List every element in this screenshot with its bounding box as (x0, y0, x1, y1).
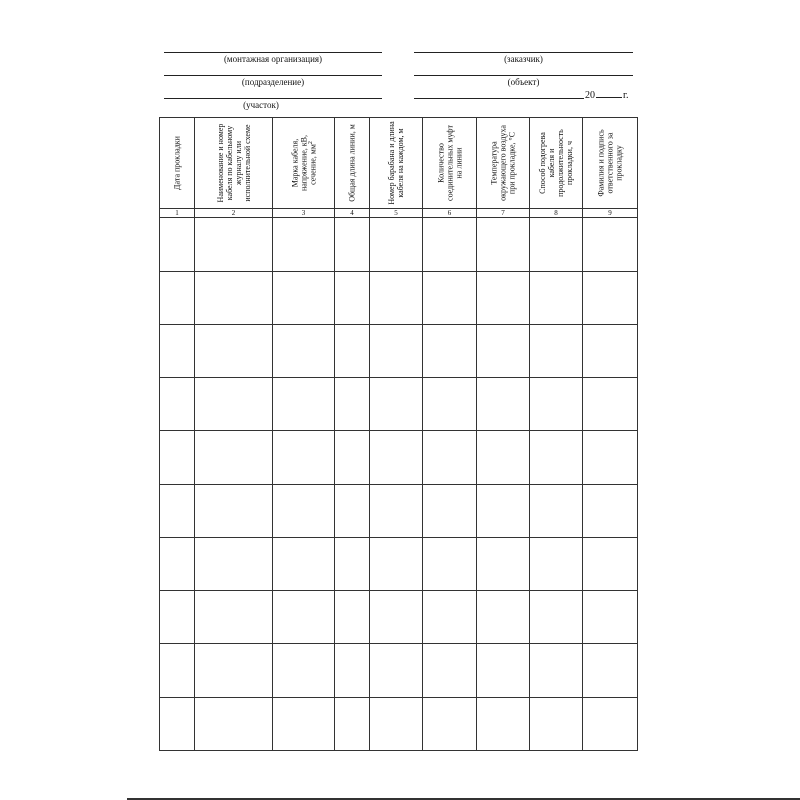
entry-cell[interactable] (160, 591, 195, 644)
section-fill-line[interactable] (164, 98, 382, 99)
entry-cell[interactable] (195, 644, 273, 697)
table-row (160, 537, 638, 590)
entry-cell[interactable] (530, 271, 583, 324)
entry-rows (160, 218, 638, 751)
customer-caption: (заказчик) (504, 54, 543, 64)
entry-cell[interactable] (477, 484, 530, 537)
entry-cell[interactable] (370, 537, 423, 590)
entry-cell[interactable] (335, 378, 370, 431)
col-header-cable-brand-text: Марка кабеля, напряжение, кВ, сечение, мм (290, 135, 317, 192)
col-header-cable-brand-sup: 2 (307, 141, 314, 145)
year-suffix: г. (623, 90, 629, 101)
col-header-cable-brand (273, 118, 335, 209)
entry-cell[interactable] (335, 218, 370, 271)
entry-cell[interactable] (160, 697, 195, 750)
header-row (160, 118, 638, 209)
entry-cell[interactable] (160, 537, 195, 590)
entry-cell[interactable] (195, 484, 273, 537)
col-number: 7 (477, 209, 530, 218)
entry-cell[interactable] (160, 271, 195, 324)
entry-cell[interactable] (583, 644, 638, 697)
entry-cell[interactable] (583, 591, 638, 644)
table-row (160, 484, 638, 537)
entry-cell[interactable] (530, 378, 583, 431)
section-caption: (участок) (243, 100, 279, 110)
entry-cell[interactable] (195, 271, 273, 324)
entry-cell[interactable] (583, 431, 638, 484)
entry-cell[interactable] (423, 218, 477, 271)
table-row (160, 431, 638, 484)
entry-cell[interactable] (583, 484, 638, 537)
entry-cell[interactable] (423, 537, 477, 590)
col-number: 6 (423, 209, 477, 218)
entry-cell[interactable] (477, 218, 530, 271)
entry-cell[interactable] (583, 378, 638, 431)
entry-cell[interactable] (583, 271, 638, 324)
entry-cell[interactable] (195, 431, 273, 484)
col-number: 4 (335, 209, 370, 218)
object-caption: (объект) (507, 77, 540, 87)
entry-cell[interactable] (477, 537, 530, 590)
col-header-responsible: Фамилия и подпись ответственного за прокладку (583, 118, 638, 209)
entry-cell[interactable] (530, 591, 583, 644)
entry-cell[interactable] (273, 431, 335, 484)
col-number: 8 (530, 209, 583, 218)
entry-cell[interactable] (160, 218, 195, 271)
entry-cell[interactable] (273, 324, 335, 377)
entry-cell[interactable] (370, 378, 423, 431)
entry-cell[interactable] (370, 271, 423, 324)
entry-cell[interactable] (195, 324, 273, 377)
entry-cell[interactable] (273, 271, 335, 324)
column-number-row (160, 209, 638, 218)
entry-cell[interactable] (477, 644, 530, 697)
year-blank[interactable] (596, 88, 622, 98)
entry-cell[interactable] (273, 484, 335, 537)
org-caption: (монтажная организация) (223, 54, 323, 64)
table-row (160, 324, 638, 377)
entry-cell[interactable] (423, 697, 477, 750)
entry-cell[interactable] (370, 218, 423, 271)
entry-cell[interactable] (195, 697, 273, 750)
entry-cell[interactable] (423, 324, 477, 377)
table-row (160, 644, 638, 697)
customer-fill-line[interactable] (414, 52, 633, 53)
org-fill-line[interactable] (164, 52, 382, 53)
entry-cell[interactable] (273, 644, 335, 697)
entry-cell[interactable] (335, 431, 370, 484)
col-number: 9 (583, 209, 638, 218)
division-fill-line[interactable] (164, 75, 382, 76)
entry-cell[interactable] (370, 431, 423, 484)
entry-cell[interactable] (335, 591, 370, 644)
entry-cell[interactable] (583, 537, 638, 590)
entry-cell[interactable] (530, 644, 583, 697)
col-number: 5 (370, 209, 423, 218)
entry-cell[interactable] (370, 644, 423, 697)
entry-cell[interactable] (477, 697, 530, 750)
entry-cell[interactable] (370, 324, 423, 377)
entry-cell[interactable] (370, 697, 423, 750)
entry-cell[interactable] (530, 697, 583, 750)
entry-cell[interactable] (160, 644, 195, 697)
entry-cell[interactable] (195, 537, 273, 590)
division-caption: (подразделение) (241, 77, 305, 87)
entry-cell[interactable] (583, 218, 638, 271)
entry-cell[interactable] (273, 697, 335, 750)
col-number: 2 (195, 209, 273, 218)
col-header-heating-method: Способ подогрева кабеля и продолжительность прокладки, ч (530, 118, 583, 209)
entry-cell[interactable] (370, 484, 423, 537)
entry-cell[interactable] (530, 484, 583, 537)
entry-cell[interactable] (160, 378, 195, 431)
entry-cell[interactable] (530, 537, 583, 590)
entry-cell[interactable] (423, 378, 477, 431)
col-number: 1 (160, 209, 195, 218)
entry-cell[interactable] (335, 537, 370, 590)
col-header-temperature: Температура окружающего воздуха при прокладке, °С (477, 118, 530, 209)
entry-cell[interactable] (273, 537, 335, 590)
entry-cell[interactable] (423, 644, 477, 697)
entry-cell[interactable] (370, 591, 423, 644)
entry-cell[interactable] (273, 591, 335, 644)
entry-cell[interactable] (583, 697, 638, 750)
entry-cell[interactable] (477, 431, 530, 484)
col-header-total-length: Общая длина линии, м (335, 118, 370, 209)
entry-cell[interactable] (195, 218, 273, 271)
year-field (585, 88, 628, 101)
entry-cell[interactable] (335, 271, 370, 324)
table-row (160, 271, 638, 324)
table-row (160, 218, 638, 271)
entry-cell[interactable] (583, 324, 638, 377)
col-number: 3 (273, 209, 335, 218)
entry-cell[interactable] (195, 591, 273, 644)
table-row (160, 591, 638, 644)
entry-cell[interactable] (423, 431, 477, 484)
table-row (160, 697, 638, 750)
table-row (160, 378, 638, 431)
entry-cell[interactable] (160, 431, 195, 484)
entry-cell[interactable] (335, 484, 370, 537)
col-header-couplings: Количество соединительных муфт на линии (423, 118, 477, 209)
entry-cell[interactable] (273, 378, 335, 431)
entry-cell[interactable] (477, 378, 530, 431)
entry-cell[interactable] (160, 324, 195, 377)
entry-cell[interactable] (530, 218, 583, 271)
journal-table (159, 117, 638, 751)
entry-cell[interactable] (335, 697, 370, 750)
entry-cell[interactable] (477, 591, 530, 644)
entry-cell[interactable] (195, 378, 273, 431)
object-fill-line[interactable] (414, 75, 633, 76)
col-header-drum-number: Номер барабана и длина кабеля на каждом, м (370, 118, 423, 209)
entry-cell[interactable] (530, 431, 583, 484)
entry-cell[interactable] (160, 484, 195, 537)
entry-cell[interactable] (477, 324, 530, 377)
entry-cell[interactable] (423, 484, 477, 537)
entry-cell[interactable] (273, 218, 335, 271)
entry-cell[interactable] (477, 271, 530, 324)
entry-cell[interactable] (423, 271, 477, 324)
date-fill-line[interactable] (414, 98, 584, 99)
entry-cell[interactable] (530, 324, 583, 377)
year-prefix: 20 (585, 90, 595, 101)
col-header-cable-name: Наименование и номер кабеля по кабельному журналу или исполнительной схеме (195, 118, 273, 209)
entry-cell[interactable] (335, 644, 370, 697)
entry-cell[interactable] (335, 324, 370, 377)
entry-cell[interactable] (423, 591, 477, 644)
col-header-date: Дата прокладки (160, 118, 195, 209)
